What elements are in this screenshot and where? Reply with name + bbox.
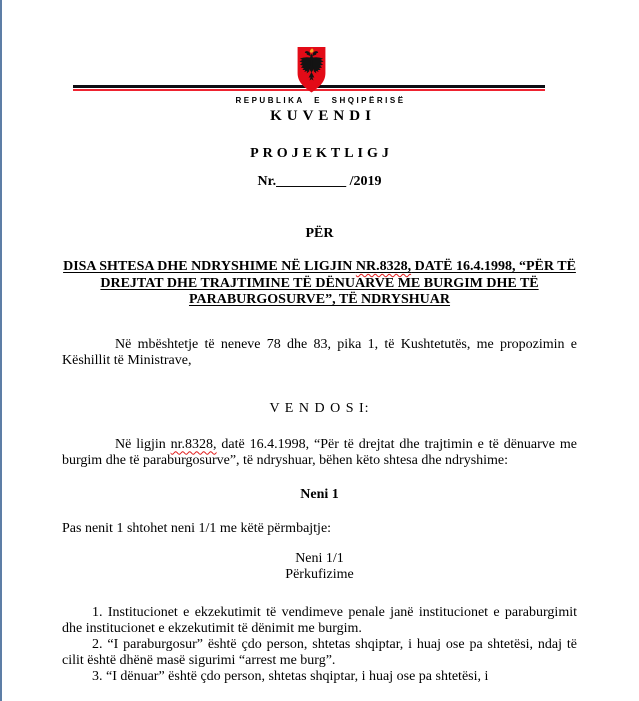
- doc-title-part1: DISA SHTESA DHE NDRYSHIME NË LIGJIN: [63, 259, 356, 274]
- neni-1-1-subheading: Përkufizime: [285, 566, 354, 582]
- document-body: [62, 145, 577, 685]
- neni-1-1-heading: Neni 1/1: [295, 550, 344, 566]
- albania-coat-of-arms-icon: [296, 46, 327, 94]
- definition-item-1: 1. Institucionet e ekzekutimit të vendimeve penale janë institucionet e paraburgimit dhe institucionet e ekzekutimit të dënimit me burgim.: [62, 604, 577, 636]
- intro-spellcheck-word: nr.8328,: [170, 436, 217, 452]
- intro-part2: datë 16.4.1998, “Për të drejtat dhe trajtimin e të dënuarve me burgim dhe të paraburgosurve”, të ndryshuar, bëhen këto shtesa dhe ndryshime:: [62, 436, 577, 468]
- doc-kind-heading: PROJEKTLIGJ: [250, 146, 393, 161]
- intro-part1: Në ligjin: [115, 436, 171, 452]
- assembly-title: KUVENDI: [270, 108, 376, 124]
- neni-1-1-heading-block: [62, 551, 577, 583]
- definition-item-2: 2. “I paraburgosur” është çdo person, shtetas shqiptar, i huaj ose pa shtetësi, ndaj të cilit është dhënë masë sigurimi “arrest me burg”.: [62, 636, 577, 668]
- document-page: [2, 0, 639, 701]
- definitions-list: [62, 605, 577, 685]
- masthead: [2, 0, 639, 130]
- republic-caption: REPUBLIKA E SHQIPËRISË: [235, 96, 406, 105]
- vendosi-heading: V E N D O S I:: [269, 400, 370, 416]
- definition-item-3: 3. “I dënuar” është çdo person, shtetas shqiptar, i huaj ose pa shtetësi, i: [92, 668, 489, 684]
- doc-title-part2: DATË 16.4.1998, “PËR TË DREJTAT DHE TRAJTIMINE TË DËNUARVE ME BURGIM DHE TË PARABURGOSURVE”, TË NDRYSHUAR: [100, 259, 576, 307]
- per-heading: PËR: [305, 226, 334, 241]
- doc-title-spellcheck-word: NR.8328,: [355, 259, 412, 274]
- doc-number-line: Nr.__________ /2019: [257, 174, 382, 189]
- neni-1-intro-line: Pas nenit 1 shtohet neni 1/1 me këtë përmbajtje:: [62, 520, 332, 536]
- intro-paragraph: [62, 437, 577, 469]
- neni-1-heading: Neni 1: [300, 486, 339, 502]
- doc-title: [62, 259, 577, 309]
- preamble-paragraph: Në mbështetje të neneve 78 dhe 83, pika 1, të Kushtetutës, me propozimin e Këshillit të Ministrave,: [62, 336, 577, 368]
